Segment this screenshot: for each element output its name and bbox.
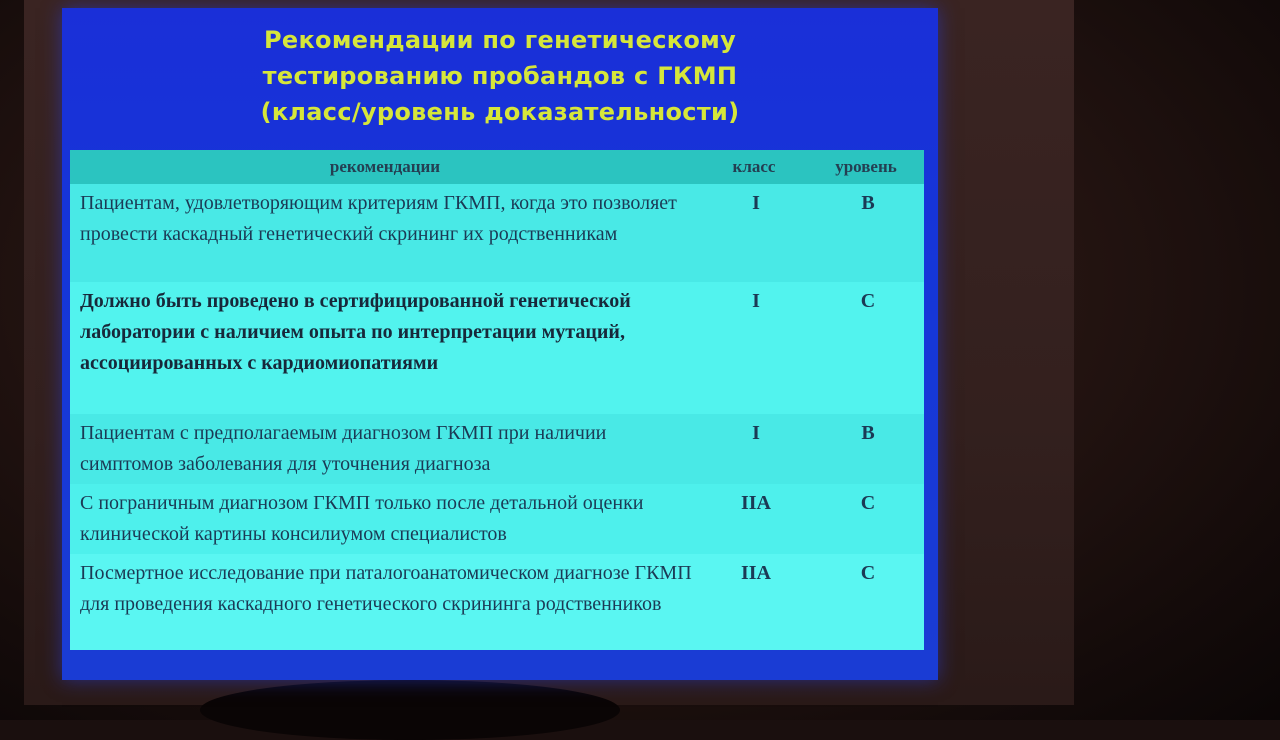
title-line-3: (класс/уровень доказательности) (260, 98, 740, 126)
table-row (70, 184, 924, 282)
recommendation-text: С пограничным диагнозом ГКМП только после детальной оценки клинической картины консилиумом специалистов (70, 484, 700, 554)
slide-title (62, 22, 938, 130)
recommendation-text: Пациентам, удовлетворяющим критериям ГКМП, когда это позволяет провести каскадный генетический скрининг их родственникам (70, 184, 700, 282)
title-line-1: Рекомендации по генетическому (263, 26, 737, 54)
title-line-2: тестированию пробандов с ГКМП (262, 62, 738, 90)
recommendation-text: Должно быть проведено в сертифицированной генетической лаборатории с наличием опыта по интерпретации мутаций, ассоциированных с кардиомиопатиями (70, 282, 700, 414)
table-row (70, 414, 924, 484)
table-row (70, 554, 924, 650)
presentation-slide (62, 8, 938, 680)
recommendation-text: Пациентам с предполагаемым диагнозом ГКМП при наличии симптомов заболевания для уточнения диагноза (70, 414, 700, 484)
table-row (70, 484, 924, 554)
level-value: C (808, 282, 924, 414)
header-level: уровень (808, 150, 924, 184)
level-value: C (808, 554, 924, 650)
table-row (70, 282, 924, 414)
table-header-row (70, 150, 924, 184)
header-recommendations: рекомендации (70, 150, 700, 184)
class-value: I (700, 184, 808, 282)
class-value: I (700, 414, 808, 484)
class-value: I (700, 282, 808, 414)
level-value: B (808, 184, 924, 282)
level-value: C (808, 484, 924, 554)
class-value: IIA (700, 554, 808, 650)
header-class: класс (700, 150, 808, 184)
class-value: IIA (700, 484, 808, 554)
recommendation-text: Посмертное исследование при паталогоанатомическом диагнозе ГКМП для проведения каскадного генетического скрининга родственников (70, 554, 700, 650)
audience-silhouette (200, 680, 620, 740)
level-value: B (808, 414, 924, 484)
recommendations-table (70, 150, 924, 650)
